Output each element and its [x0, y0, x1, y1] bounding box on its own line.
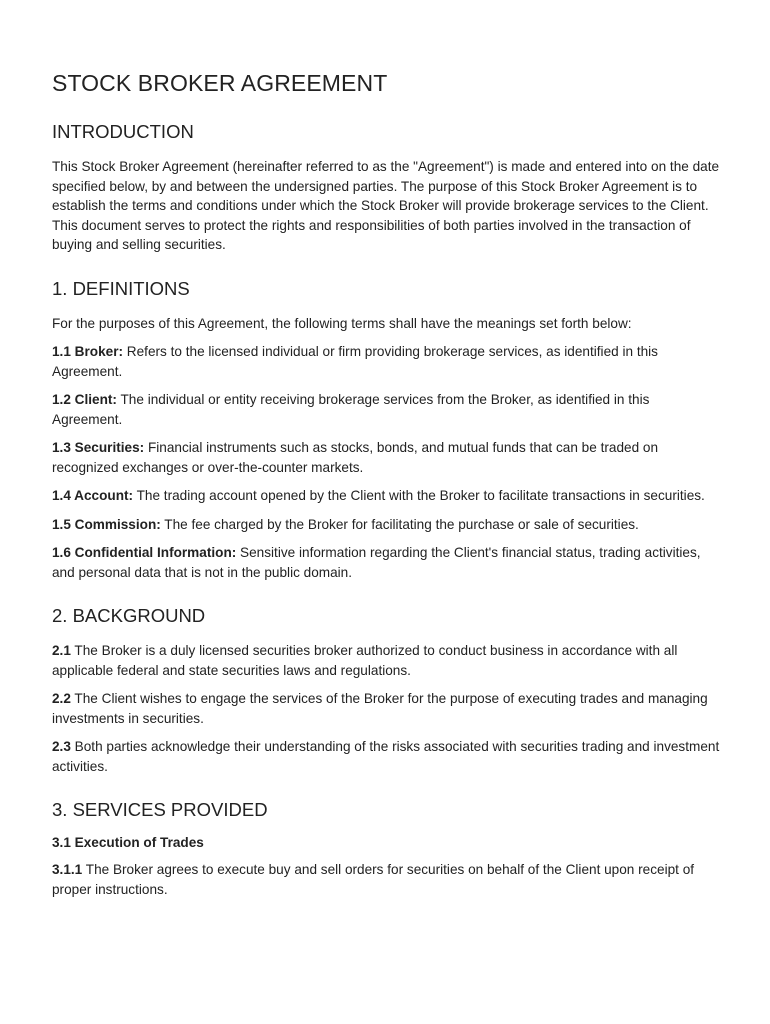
document-title: STOCK BROKER AGREEMENT: [52, 70, 388, 96]
definitions-lead: For the purposes of this Agreement, the following terms shall have the meanings set forth below:: [52, 315, 632, 331]
services-item: [52, 860, 720, 899]
background-heading: 2. BACKGROUND: [52, 605, 206, 626]
definition-text: The fee charged by the Broker for facilitating the purchase or sale of securities.: [160, 516, 639, 532]
definition-label: 1.2 Client:: [52, 392, 117, 407]
definition-label: 1.5 Commission:: [52, 516, 161, 532]
definitions-section: [52, 278, 720, 583]
definition-label: 1.3 Securities:: [52, 440, 145, 455]
clause-number: 2.2: [52, 691, 71, 706]
definition-item: [52, 390, 720, 429]
background-item: [52, 689, 720, 728]
definitions-heading: 1. DEFINITIONS: [52, 277, 190, 299]
definition-item: [52, 486, 720, 506]
definition-label: 1.1 Broker:: [52, 344, 124, 359]
definition-text: Financial instruments such as stocks, bonds, and mutual funds that can be traded on recognized exchanges or over-the-counter markets.: [52, 440, 659, 475]
clause-text: The Broker is a duly licensed securities broker authorized to conduct business in accordance with all applicable federal and state securities laws and regulations.: [52, 643, 678, 678]
clause-text: The Broker agrees to execute buy and sell orders for securities on behalf of the Client upon receipt of proper instructions.: [52, 862, 695, 897]
background-item: [52, 737, 720, 776]
clause-text: The Client wishes to engage the services of the Broker for the purpose of executing trades and managing investments in securities.: [52, 691, 708, 726]
services-subheading: 3.1 Execution of Trades: [52, 835, 204, 850]
definition-text: Sensitive information regarding the Client's financial status, trading activities, and personal data that is not in the public domain.: [52, 545, 701, 580]
definition-label: 1.6 Confidential Information:: [52, 545, 237, 560]
clause-number: 2.3: [52, 739, 71, 754]
document-page: [52, 70, 720, 922]
definition-text: Refers to the licensed individual or firm providing brokerage services, as identified in this Agreement.: [52, 344, 658, 379]
definition-item: [52, 515, 720, 535]
services-heading: 3. SERVICES PROVIDED: [52, 799, 268, 820]
clause-number: 3.1.1: [52, 862, 83, 877]
background-section: [52, 605, 720, 776]
introduction-section: [52, 121, 720, 255]
definition-item: [52, 342, 720, 381]
definition-text: The individual or entity receiving brokerage services from the Broker, as identified in this Agreement.: [52, 392, 650, 427]
definition-item: [52, 438, 720, 477]
definition-text: The trading account opened by the Client with the Broker to facilitate transactions in securities.: [133, 488, 705, 503]
clause-text: Both parties acknowledge their understanding of the risks associated with securities trading and investment activities.: [52, 739, 720, 774]
services-section: [52, 799, 720, 899]
definition-label: 1.4 Account:: [52, 488, 134, 503]
introduction-text: This Stock Broker Agreement (hereinafter referred to as the "Agreement") is made and entered into on the date specified below, by and between the undersigned parties. The purpose of this Stock Broker Agreement is to establish the terms and conditions under which the Stock Broker will provide brokerage services to the Client. This document serves to protect the rights and responsibilities of both parties involved in the transaction of buying and selling securities.: [52, 159, 720, 252]
clause-number: 2.1: [52, 643, 71, 658]
background-item: [52, 641, 720, 680]
definition-item: [52, 543, 720, 582]
introduction-heading: INTRODUCTION: [52, 121, 194, 142]
